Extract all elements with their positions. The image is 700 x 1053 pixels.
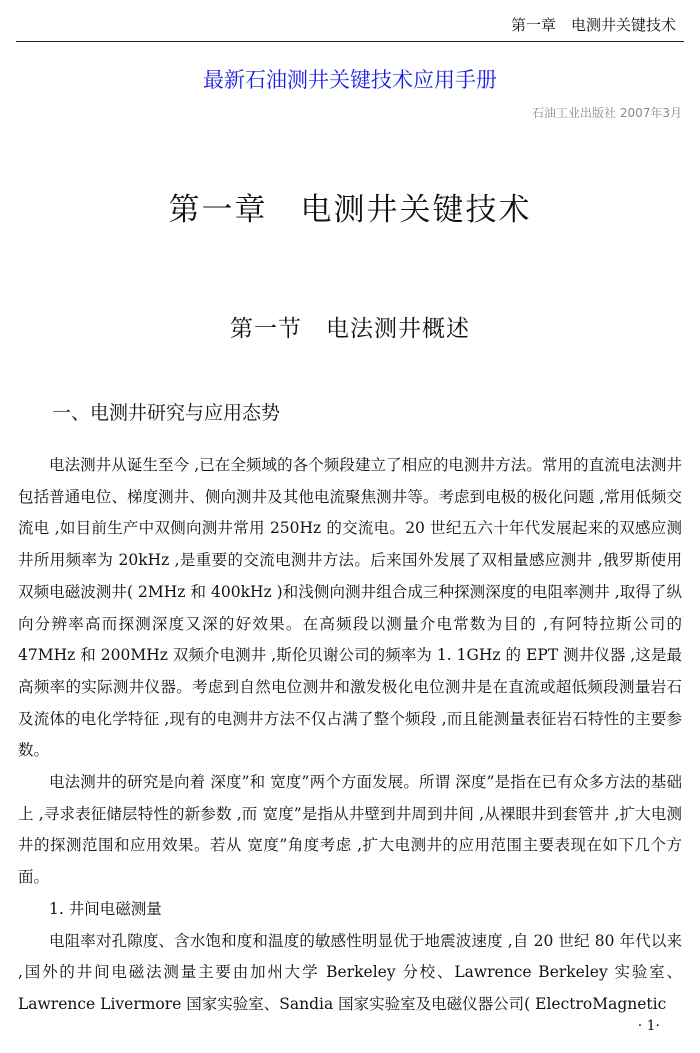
section-title: 第一节 电法测井概述 [230, 316, 470, 342]
running-header: 第一章 电测井关键技术 [16, 8, 684, 42]
body-text [18, 450, 682, 1021]
paragraph-depth-and-width: 电法测井的研究是向着 深度”和 宽度”两个方面发展。所谓 深度”是指在已有众多方法的基础上 ,寻求表征储层特性的新参数 ,而 宽度”是指从井壁到井周到井间 ,从裸眼井到套管井 ,扩大电测井的探测范围和应用效果。若从 宽度”角度考虑 ,扩大电测井的应用范围主要表现在如下几个方面。 [18, 773, 682, 887]
paragraph-frequency-domains: 电法测井从诞生至今 ,已在全频域的各个频段建立了相应的电测井方法。常用的直流电法测井包括普通电位、梯度测井、侧向测井及其他电流聚焦测井等。考虑到电极的极化问题 ,常用低频交流电 ,如目前生产中双侧向测井常用 250Hz 的交流电。20 世纪五六十年代发展起来的双感应测井所用频率为 20kHz ,是重要的交流电测井方法。后来国外发展了双相量感应测井 ,俄罗斯使用双频电磁波测井( 2MHz 和 400kHz )和浅侧向测井组合成三种探测深度的电阻率测井 ,取得了纵向分辨率高而探测深度又深的好效果。在高频段以测量介电常数为目的 ,有阿特拉斯公司的 47MHz 和 200MHz 双频介电测井 ,斯伦贝谢公司的频率为 1. 1GHz 的 EPT 测井仪器 ,这是最高频率的实际测井仪器。考虑到自然电位测井和激发极化电位测井是在直流或超低频段测量岩石及流体的电化学特征 ,现有的电测井方法不仅占满了整个频段 ,而且能测量表征岩石特性的主要参数。 [18, 456, 682, 760]
publisher-line: 石油工业出版社 2007年3月 [532, 106, 682, 120]
page-number: · 1· [637, 1018, 660, 1034]
chapter-title: 第一章 电测井关键技术 [168, 192, 532, 228]
paragraph-crosswell-em: 电阻率对孔隙度、含水饱和度和温度的敏感性明显优于地震波速度 ,自 20 世纪 80 年代以来 ,国外的井间电磁法测量主要由加州大学 Berkeley 分校、Lawrence Berkeley 实验室、Lawrence Livermore 国家实验室、Sandia 国家实验室及电磁仪器公司( ElectroMagnetic [18, 931, 682, 1013]
book-title: 最新石油测井关键技术应用手册 [203, 68, 497, 92]
subheading: 一、电测井研究与应用态势 [52, 402, 281, 424]
list-item-heading: 1. 井间电磁测量 [49, 899, 162, 918]
